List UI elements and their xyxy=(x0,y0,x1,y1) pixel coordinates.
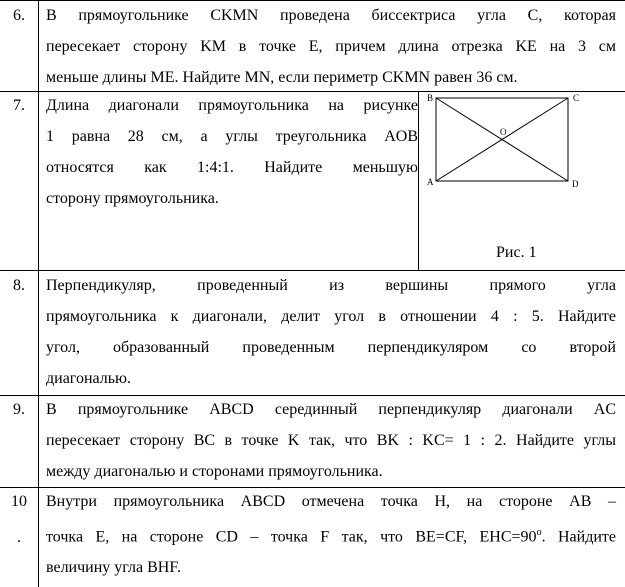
text-line: Перпендикуляр, проведенный из вершины прямого угла xyxy=(46,277,616,294)
vertex-label-b: B xyxy=(427,93,434,103)
problem-number-suffix: . xyxy=(17,529,21,546)
figure-caption: Рис. 1 xyxy=(496,244,537,261)
text-fragment: . Найдите xyxy=(541,528,617,546)
rectangle-diagram xyxy=(424,92,604,192)
problem-text xyxy=(46,270,616,394)
text-line: между диагональю и сторонами прямоугольника. xyxy=(46,463,383,480)
problem-number: 8. xyxy=(13,277,25,294)
text-line: меньше длины ME. Найдите MN, если периметр CKMN равен 36 см. xyxy=(46,69,518,86)
text-line: сторону прямоугольника. xyxy=(46,190,219,207)
text-line: 1 равна 28 см, а углы треугольника AOB xyxy=(46,128,418,145)
problem-text xyxy=(46,486,616,583)
text-fragment: точка E, на стороне CD – точка F так, что BE=CF, EHC=90 xyxy=(46,528,537,546)
problem-text xyxy=(46,0,616,93)
table-divider-figure xyxy=(418,92,419,270)
text-line: В прямоугольнике ABCD серединный перпендикуляр диагонали AC xyxy=(46,401,616,418)
text-line: пересекает сторону BC в точке K так, что BK : KC= 1 : 2. Найдите углы xyxy=(46,432,616,449)
text-line: диагональю. xyxy=(46,370,132,387)
degree-sign: o xyxy=(536,527,542,538)
text-line: Внутри прямоугольника ABCD отмечена точка H, на стороне AB – xyxy=(46,493,616,510)
vertex-label-c: C xyxy=(573,93,580,103)
text-line: прямоугольника к диагонали, делит угол в отношении 4 : 5. Найдите xyxy=(46,308,616,325)
problem-text xyxy=(46,90,418,214)
text-line: относятся как 1:4:1. Найдите меньшую xyxy=(46,159,418,176)
text-line xyxy=(46,517,616,552)
problem-number: 10 xyxy=(11,493,27,510)
problem-number: 7. xyxy=(13,97,25,114)
problem-text xyxy=(46,394,616,487)
text-line: В прямоугольнике CKMN проведена биссектриса угла C, которая xyxy=(46,7,616,24)
vertex-label-d: D xyxy=(572,179,579,189)
problem-number: 6. xyxy=(13,7,25,24)
vertex-label-o: O xyxy=(500,127,507,137)
text-line: угол, образованный проведенным перпендикуляром со второй xyxy=(46,339,616,356)
table-divider-col xyxy=(38,0,39,587)
text-line: Длина диагонали прямоугольника на рисунке xyxy=(46,97,418,114)
vertex-label-a: A xyxy=(427,177,434,187)
text-line: пересекает сторону KM в точке E, причем длина отрезка KE на 3 см xyxy=(46,38,616,55)
problem-number: 9. xyxy=(13,401,25,418)
text-line: величину угла BHF. xyxy=(46,559,181,577)
